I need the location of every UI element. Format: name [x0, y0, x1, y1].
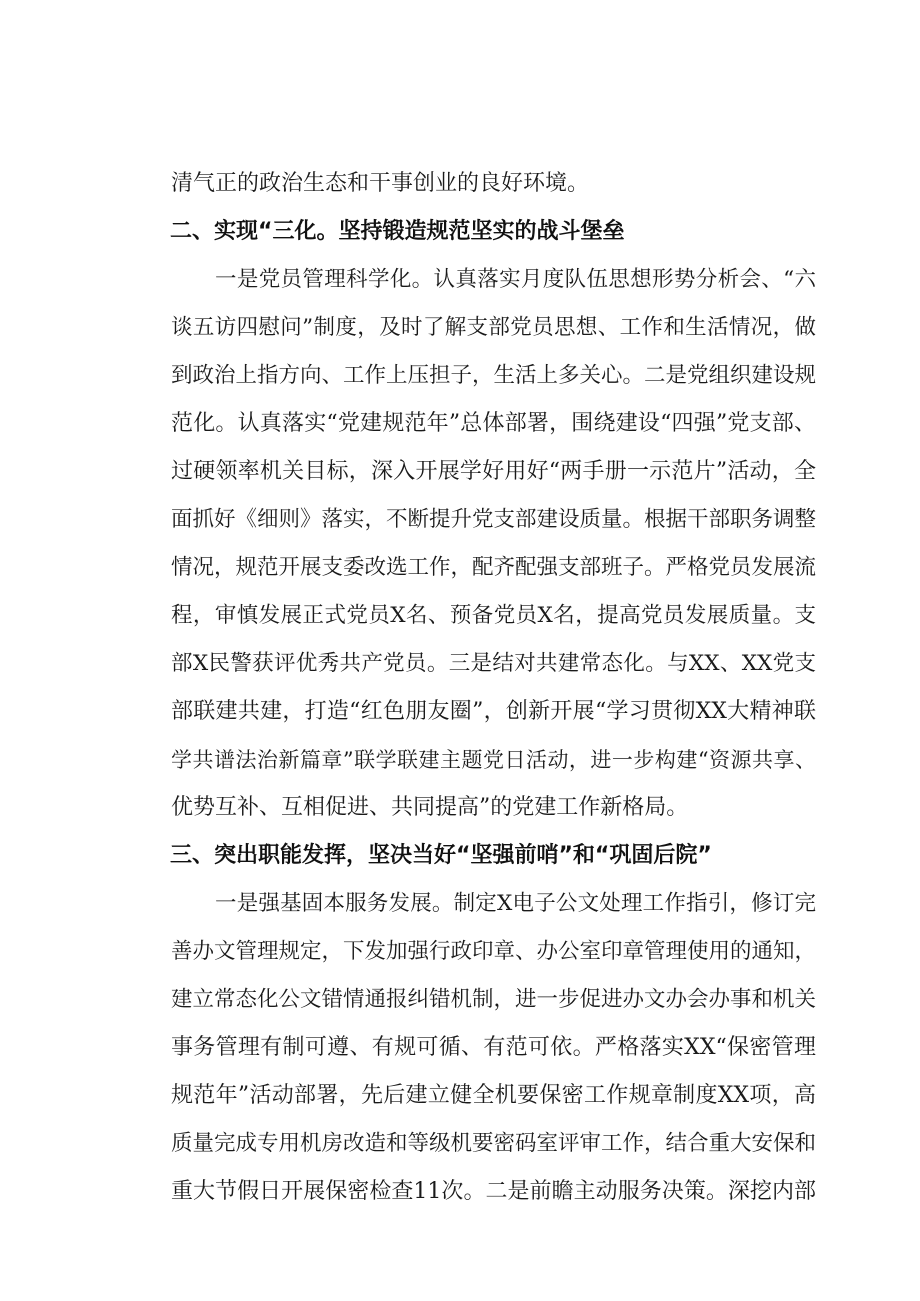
paragraph-line: 质量完成专用机房改造和等级机要密码室评审工作，结合重大安保和	[171, 1131, 817, 1156]
paragraph-line: 到政治上指方向、工作上压担子，生活上多关心。二是党组织建设规	[171, 363, 817, 388]
paragraph-line: 一是强基固本服务发展。制定X电子公文处理工作指引，修订完	[215, 891, 816, 916]
paragraph-line: 部联建共建，打造“红色朋友圈”，创新开展“学习贯彻XX大精神联	[171, 699, 816, 724]
paragraph-line: 优势互补、互相促进、共同提高”的党建工作新格局。	[171, 795, 689, 820]
paragraph-line: 学共谱法治新篇章”联学联建主题党日活动，进一步构建“资源共享、	[171, 748, 816, 772]
section-heading-2: 二、实现“三化。坚持锻造规范坚实的战斗堡垒	[170, 219, 625, 244]
paragraph-line: 部X民警获评优秀共产党员。三是结对共建常态化。与XX、XX党支	[171, 651, 816, 676]
section-heading-3: 三、突出职能发挥，坚决当好“坚强前哨”和“巩固后院”	[170, 843, 712, 868]
paragraph-line: 善办文管理规定，下发加强行政印章、办公室印章管理使用的通知，	[171, 939, 817, 964]
paragraph-line: 范化。认真落实“党建规范年”总体部署，围绕建设“四强”党支部、	[171, 411, 816, 436]
paragraph-line: 面抓好《细则》落实，不断提升党支部建设质量。根据干部职务调整	[171, 507, 817, 532]
paragraph-line: 谈五访四慰问”制度，及时了解支部党员思想、工作和生活情况，做	[171, 315, 816, 340]
paragraph-line: 规范年”活动部署，先后建立健全机要保密工作规章制度XX项，高	[171, 1083, 816, 1108]
paragraph-line: 建立常态化公文错情通报纠错机制，进一步促进办文办会办事和机关	[171, 987, 817, 1012]
paragraph-line: 过硬领率机关目标，深入开展学好用好“两手册一示范片”活动，全	[171, 459, 816, 484]
paragraph-line: 清气正的政治生态和干事创业的良好环境。	[171, 171, 590, 196]
paragraph-line: 重大节假日开展保密检查11次。二是前瞻主动服务决策。深挖内部	[171, 1179, 816, 1204]
paragraph-line: 事务管理有制可遵、有规可循、有范可依。严格落实XX“保密管理	[171, 1035, 816, 1060]
paragraph-line: 程，审慎发展正式党员X名、预备党员X名，提高党员发展质量。支	[171, 603, 816, 628]
paragraph-line: 情况，规范开展支委改选工作，配齐配强支部班子。严格党员发展流	[171, 555, 817, 580]
paragraph-line: 一是党员管理科学化。认真落实月度队伍思想形势分析会、“六	[215, 267, 816, 292]
